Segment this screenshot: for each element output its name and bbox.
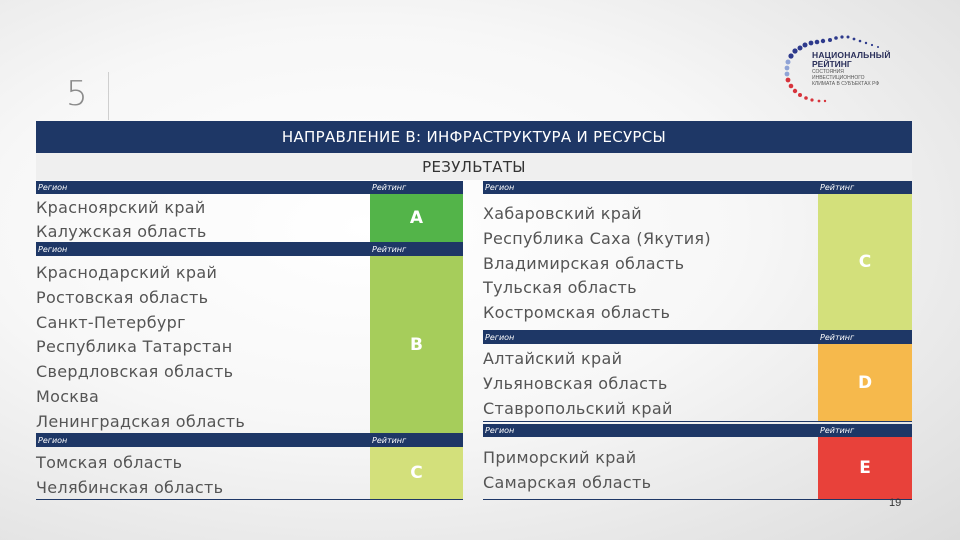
grade-badge-c: C [370, 447, 463, 499]
region-list [36, 261, 245, 435]
header-region: Регион [38, 183, 68, 192]
logo-sub3: КЛИМАТА В СУБЪЕКТАХ РФ [812, 81, 880, 87]
logo-sub1: СОСТОЯНИЯ [812, 69, 844, 75]
header-rating: Рейтинг [820, 426, 855, 435]
group-body [36, 447, 463, 500]
region-name: Краснодарский край [36, 263, 218, 282]
region-name: Республика Татарстан [36, 337, 233, 357]
header-region: Регион [485, 426, 515, 435]
region-name: Костромская область [483, 303, 671, 323]
group-header [36, 181, 463, 194]
region-name: Челябинская область [36, 478, 224, 497]
region-name: Тульская область [483, 278, 637, 298]
slide-number: 5 [66, 74, 88, 114]
region-name: Калужская область [36, 222, 207, 241]
rating-group-d [483, 331, 912, 422]
direction-banner: НАПРАВЛЕНИЕ B: ИНФРАСТРУКТУРА И РЕСУРСЫ [36, 121, 912, 153]
logo-line1: НАЦИОНАЛЬНЫЙ [812, 50, 891, 60]
region-name: Красноярский край [36, 198, 206, 217]
grade-badge-a: A [370, 194, 463, 242]
region-name: Хабаровский край [483, 204, 642, 223]
header-rating: Рейтинг [372, 436, 407, 445]
group-header [483, 424, 912, 437]
region-name: Москва [36, 386, 100, 406]
region-name: Томская область [36, 453, 183, 472]
grade-badge-c: C [818, 194, 912, 330]
rating-group-a [36, 181, 463, 243]
region-name: Алтайский край [483, 349, 623, 368]
grade-badge-d: D [818, 344, 912, 421]
header-region: Регион [485, 183, 515, 192]
region-name: Ленинградская область [36, 411, 246, 431]
rating-group-c-left [36, 434, 463, 500]
group-header [36, 434, 463, 447]
grade-badge-e: E [818, 437, 912, 499]
grade-badge-b: B [370, 256, 463, 433]
group-body [36, 256, 463, 434]
region-name: Санкт-Петербург [36, 312, 186, 332]
page-number: 19 [889, 497, 902, 509]
region-name: Ульяновская область [483, 373, 668, 393]
region-name: Самарская область [483, 473, 652, 492]
national-rating-logo [782, 33, 912, 111]
region-list [36, 450, 223, 500]
rating-group-e [483, 424, 912, 500]
region-name: Приморский край [483, 448, 637, 467]
region-name: Ставропольский край [483, 398, 673, 418]
group-header [36, 243, 463, 256]
region-list [483, 347, 673, 421]
header-rating: Рейтинг [820, 183, 855, 192]
region-name: Республика Саха (Якутия) [483, 228, 711, 248]
title-divider [108, 72, 109, 120]
logo-sub2: ИНВЕСТИЦИОННОГО [812, 75, 865, 81]
header-rating: Рейтинг [372, 183, 407, 192]
group-body [483, 344, 912, 422]
rating-group-b [36, 243, 463, 434]
region-name: Ростовская область [36, 287, 209, 307]
region-list [483, 202, 711, 326]
header-rating: Рейтинг [820, 333, 855, 342]
rating-group-c-right [483, 181, 912, 331]
header-region: Регион [38, 436, 68, 445]
logo-line2: РЕЙТИНГ [812, 59, 852, 69]
region-list [36, 196, 207, 244]
group-header [483, 331, 912, 344]
header-region: Регион [485, 333, 515, 342]
results-heading: РЕЗУЛЬТАТЫ [36, 153, 912, 180]
header-region: Регион [38, 245, 68, 254]
header-rating: Рейтинг [372, 245, 407, 254]
group-body [483, 437, 912, 500]
region-name: Свердловская область [36, 362, 234, 382]
group-body [36, 194, 463, 243]
logo-text [812, 51, 891, 87]
group-header [483, 181, 912, 194]
region-list [483, 445, 651, 495]
group-body [483, 194, 912, 331]
region-name: Владимирская область [483, 253, 685, 273]
